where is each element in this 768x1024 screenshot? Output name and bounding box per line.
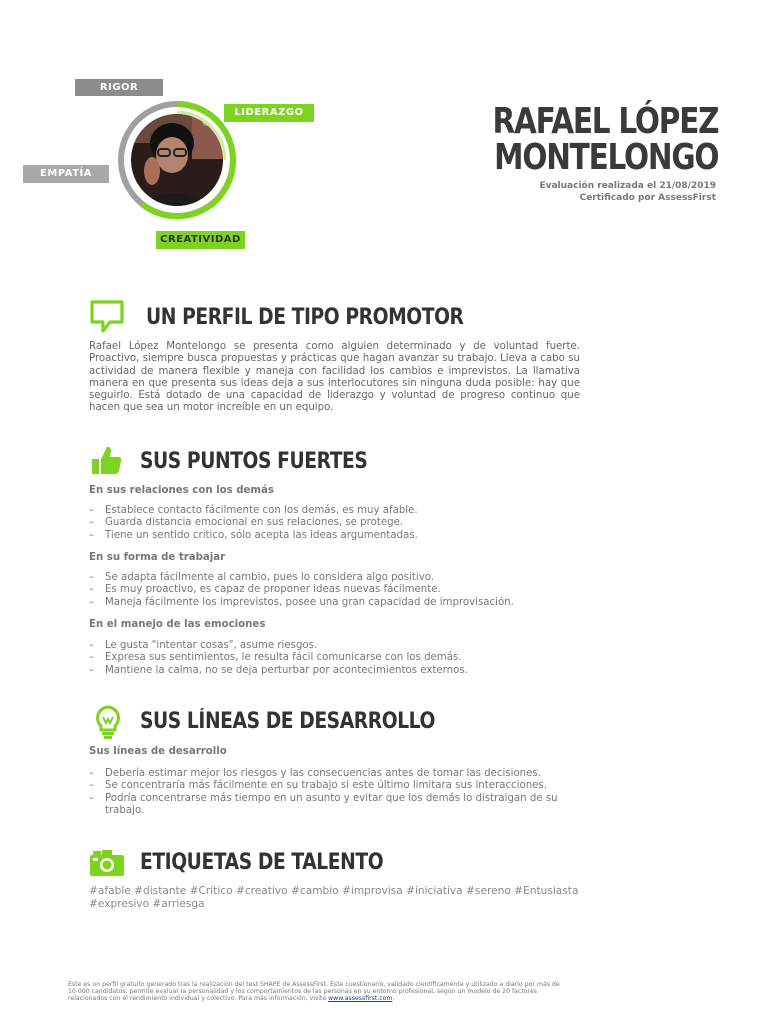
- section-title-strengths: SUS PUNTOS FUERTES: [140, 449, 368, 474]
- talent-tags: #afable #distante #Crítico #creativo #cambio #improvisa #iniciativa #sereno #Entusiasta #expresivo #arriesga: [89, 885, 579, 910]
- list-item: – Debería estimar mejor los riesgos y las consecuencias antes de tomar las decisiones.: [89, 768, 579, 780]
- list-item: – Establece contacto fácilmente con los demás, es muy afable.: [89, 505, 579, 517]
- section-title-profile: UN PERFIL DE TIPO PROMOTOR: [146, 305, 464, 330]
- strengths-list-emotions: [89, 640, 579, 677]
- strengths-heading-work: En su forma de trabajar: [89, 552, 226, 563]
- tag-rigor: RIGOR: [75, 79, 163, 96]
- speech-bubble-icon: [89, 299, 125, 335]
- person-name-line1: RAFAEL LÓPEZ: [492, 101, 718, 142]
- strengths-heading-emotions: En el manejo de las emociones: [89, 619, 266, 630]
- list-item: – Podría concentrarse más tiempo en un asunto y evitar que los demás lo distraigan de su trabajo.: [89, 793, 579, 818]
- list-item: – Es muy proactivo, es capaz de proponer ideas nuevas fácilmente.: [89, 584, 579, 596]
- list-item: – Le gusta "intentar cosas", asume riesgos.: [89, 640, 579, 652]
- list-item: – Tiene un sentido crítico, sólo acepta las ideas argumentadas.: [89, 530, 579, 542]
- strengths-list-relations: [89, 505, 579, 542]
- avatar: [127, 109, 227, 209]
- certified-by: Certificado por AssessFirst: [579, 193, 716, 203]
- list-item: – Maneja fácilmente los imprevistos, posee una gran capacidad de improvisación.: [89, 597, 579, 609]
- lightbulb-icon: [93, 704, 123, 740]
- list-item: – Mantiene la calma, no se deja perturbar por acontecimientos externos.: [89, 665, 579, 677]
- footer-link[interactable]: www.assessfirst.com: [328, 995, 393, 1003]
- list-item: – Expresa sus sentimientos, le resulta fácil comunicarse con los demás.: [89, 652, 579, 664]
- footer-note: [68, 981, 568, 1003]
- person-name-line2: MONTELONGO: [493, 137, 718, 178]
- list-item: – Guarda distancia emocional en sus relaciones, se protege.: [89, 517, 579, 529]
- tag-creatividad: CREATIVIDAD: [156, 231, 245, 249]
- strengths-heading-relations: En sus relaciones con los demás: [89, 485, 274, 496]
- footer-end: .: [392, 995, 395, 1003]
- development-heading: Sus líneas de desarrollo: [89, 746, 227, 757]
- section-title-development: SUS LÍNEAS DE DESARROLLO: [140, 709, 435, 734]
- section-title-talent: ETIQUETAS DE TALENTO: [140, 850, 384, 875]
- tag-liderazgo: LIDERAZGO: [224, 104, 314, 122]
- list-item: – Se concentraría más fácilmente en su trabajo si este último limitara sus interacciones.: [89, 780, 579, 792]
- strengths-list-work: [89, 572, 579, 609]
- profile-text: Rafael López Montelongo se presenta como alguien determinado y de voluntad fuerte. Proactivo, siempre busca propuestas y prácticas que hagan avanzar su trabajo. Lleva a cabo su actividad de manera flexible y maneja con facilidad los cambios e imprevistos. La llamativa manera en que presenta sus ideas deja a sus interlocutores sin ninguna duda posible: hay que seguirlo. Está dotado de una capacidad de liderazgo y voluntad de progreso continuo que hacen que sea un motor increíble en un equipo.: [89, 341, 580, 414]
- camera-icon: [89, 849, 125, 877]
- tag-empatia: EMPATÍA: [23, 165, 109, 183]
- list-item: – Se adapta fácilmente al cambio, pues lo considera algo positivo.: [89, 572, 579, 584]
- development-list: [89, 768, 579, 818]
- evaluation-date: Evaluación realizada el 21/08/2019: [539, 181, 716, 191]
- thumbs-up-icon: [90, 443, 124, 477]
- footer-text: Este es un perfil gratuito generado tras la realización del test SHAPE de AssessFirst. Este cuestionario, validado científicamente y utilizado a diario por más de 10 000 candidatos, permite evaluar la personalidad y los comportamientos de las personas en su entorno profesional, según un modelo de 20 factores relacionados con el rendimiento individual y colectivo. Para más información, visite: [68, 981, 560, 1003]
- avatar-ring: [112, 99, 242, 229]
